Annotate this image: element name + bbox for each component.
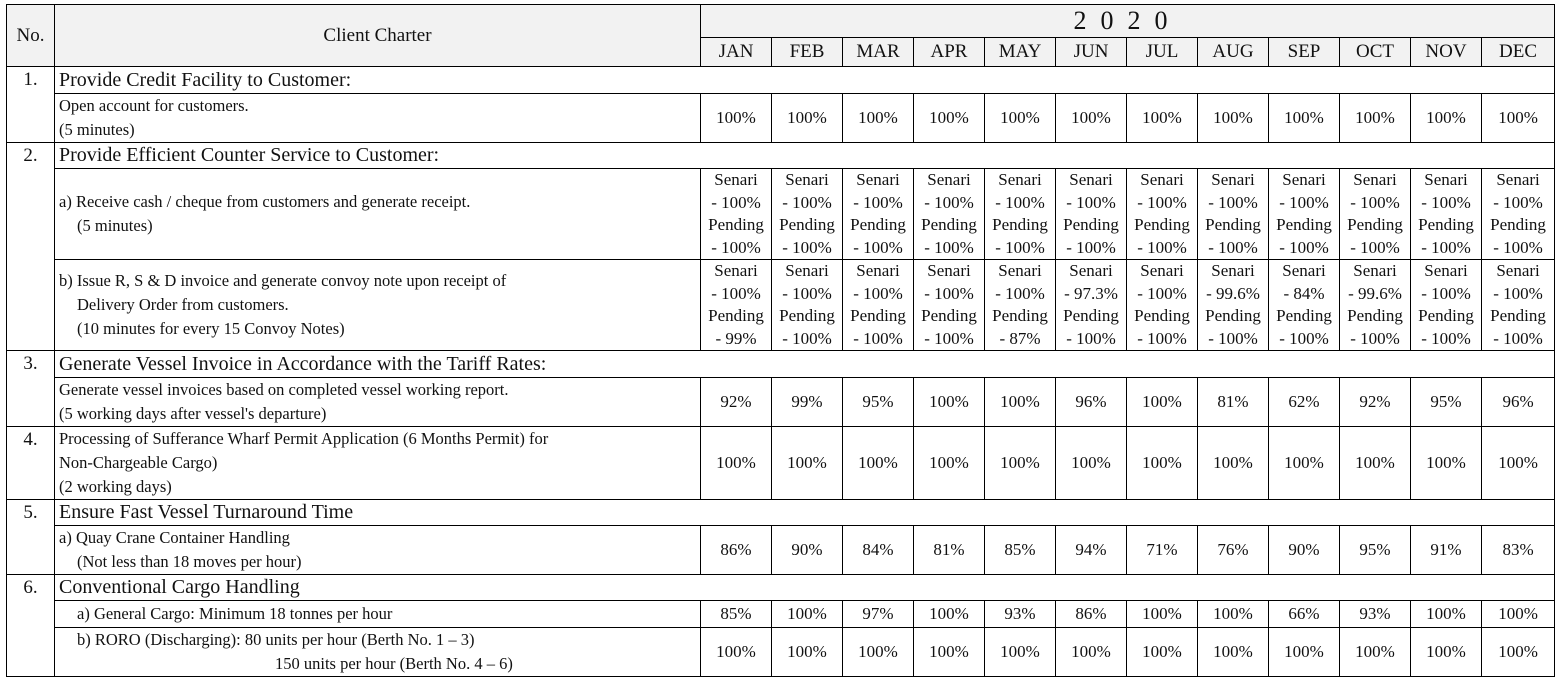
table-row bbox=[7, 628, 1555, 677]
section-title: Ensure Fast Vessel Turnaround Time bbox=[55, 500, 1555, 526]
month-value-cell: 100% bbox=[1127, 601, 1198, 628]
month-value-cell: 100% bbox=[914, 427, 985, 500]
section-title-row bbox=[7, 500, 1555, 526]
month-value-cell: 100% bbox=[843, 427, 914, 500]
section-title: Provide Credit Facility to Customer: bbox=[55, 67, 1555, 94]
month-header: JUL bbox=[1127, 38, 1198, 67]
month-value-cell: Senari - 100% Pending - 100% bbox=[1127, 169, 1198, 260]
month-header: JAN bbox=[701, 38, 772, 67]
month-header: JUN bbox=[1056, 38, 1127, 67]
month-value-cell: 100% bbox=[1269, 628, 1340, 677]
month-value-cell: Senari - 100% Pending - 100% bbox=[1482, 260, 1555, 351]
month-value-cell: 85% bbox=[701, 601, 772, 628]
month-header: AUG bbox=[1198, 38, 1269, 67]
month-value-cell: 100% bbox=[1198, 94, 1269, 143]
month-value-cell: Senari - 100% Pending - 87% bbox=[985, 260, 1056, 351]
description-line: (5 minutes) bbox=[59, 120, 135, 139]
month-value-cell: 100% bbox=[772, 628, 843, 677]
row-description bbox=[55, 378, 701, 427]
row-description bbox=[55, 169, 701, 260]
header-no: No. bbox=[7, 5, 55, 67]
description-line: (5 working days after vessel's departure) bbox=[59, 404, 327, 423]
month-value-cell: 100% bbox=[772, 427, 843, 500]
month-value-cell: 100% bbox=[843, 94, 914, 143]
month-header: DEC bbox=[1482, 38, 1555, 67]
month-value-cell: Senari - 100% Pending - 100% bbox=[772, 260, 843, 351]
month-value-cell: 96% bbox=[1056, 378, 1127, 427]
month-value-cell: 100% bbox=[914, 601, 985, 628]
month-header: SEP bbox=[1269, 38, 1340, 67]
month-header: MAR bbox=[843, 38, 914, 67]
table-row bbox=[7, 526, 1555, 575]
month-value-cell: Senari - 99.6% Pending - 100% bbox=[1198, 260, 1269, 351]
month-value-cell: 100% bbox=[1056, 94, 1127, 143]
month-value-cell: 92% bbox=[701, 378, 772, 427]
section-title: Conventional Cargo Handling bbox=[55, 575, 1555, 601]
month-value-cell: 81% bbox=[914, 526, 985, 575]
month-value-cell: 100% bbox=[1127, 94, 1198, 143]
month-value-cell: 100% bbox=[1340, 628, 1411, 677]
month-value-cell: 100% bbox=[701, 427, 772, 500]
month-value-cell: Senari - 100% Pending - 100% bbox=[1411, 169, 1482, 260]
row-description bbox=[55, 526, 701, 575]
month-value-cell: 95% bbox=[1340, 526, 1411, 575]
month-value-cell: 100% bbox=[914, 94, 985, 143]
section-number: 5. bbox=[7, 500, 55, 575]
month-value-cell: 90% bbox=[1269, 526, 1340, 575]
month-header: NOV bbox=[1411, 38, 1482, 67]
month-value-cell: 100% bbox=[1127, 427, 1198, 500]
row-description bbox=[55, 427, 701, 500]
month-value-cell: Senari - 99.6% Pending - 100% bbox=[1340, 260, 1411, 351]
month-value-cell: 96% bbox=[1482, 378, 1555, 427]
description-line: Open account for customers. bbox=[59, 96, 249, 115]
month-value-cell: Senari - 100% Pending - 100% bbox=[1127, 260, 1198, 351]
month-value-cell: 100% bbox=[1127, 628, 1198, 677]
month-value-cell: 100% bbox=[1340, 427, 1411, 500]
month-value-cell: 100% bbox=[1198, 601, 1269, 628]
month-value-cell: 92% bbox=[1340, 378, 1411, 427]
month-header: FEB bbox=[772, 38, 843, 67]
description-line: Non-Chargeable Cargo) bbox=[59, 453, 218, 472]
month-value-cell: Senari - 100% Pending - 100% bbox=[1340, 169, 1411, 260]
month-value-cell: 100% bbox=[701, 628, 772, 677]
month-value-cell: 86% bbox=[701, 526, 772, 575]
month-value-cell: 100% bbox=[1482, 427, 1555, 500]
month-value-cell: Senari - 97.3% Pending - 100% bbox=[1056, 260, 1127, 351]
month-value-cell: 100% bbox=[1482, 628, 1555, 677]
description-line: Delivery Order from customers. bbox=[77, 295, 289, 314]
month-value-cell: 100% bbox=[1411, 427, 1482, 500]
month-header: OCT bbox=[1340, 38, 1411, 67]
month-value-cell: Senari - 84% Pending - 100% bbox=[1269, 260, 1340, 351]
table-row bbox=[7, 378, 1555, 427]
section-title-row bbox=[7, 143, 1555, 169]
month-value-cell: 91% bbox=[1411, 526, 1482, 575]
description-line: (Not less than 18 moves per hour) bbox=[77, 552, 302, 571]
table-row bbox=[7, 601, 1555, 628]
month-value-cell: Senari - 100% Pending - 100% bbox=[843, 260, 914, 351]
section-title-row bbox=[7, 67, 1555, 94]
month-header: APR bbox=[914, 38, 985, 67]
month-value-cell: 83% bbox=[1482, 526, 1555, 575]
month-value-cell: 93% bbox=[985, 601, 1056, 628]
month-value-cell: 100% bbox=[772, 94, 843, 143]
month-value-cell: Senari - 100% Pending - 100% bbox=[1056, 169, 1127, 260]
month-value-cell: Senari - 100% Pending - 100% bbox=[701, 169, 772, 260]
section-number: 4. bbox=[7, 427, 55, 500]
section-number: 3. bbox=[7, 351, 55, 427]
section-number: 1. bbox=[7, 67, 55, 143]
month-value-cell: 100% bbox=[701, 94, 772, 143]
month-value-cell: 100% bbox=[985, 378, 1056, 427]
month-value-cell: 66% bbox=[1269, 601, 1340, 628]
description-line: a) Quay Crane Container Handling bbox=[59, 528, 290, 547]
table-row bbox=[7, 169, 1555, 260]
description-line: (5 minutes) bbox=[77, 216, 153, 235]
row-description bbox=[55, 628, 701, 677]
month-value-cell: 90% bbox=[772, 526, 843, 575]
month-value-cell: 100% bbox=[1127, 378, 1198, 427]
header-year: 2020 bbox=[701, 5, 1555, 38]
month-value-cell: 86% bbox=[1056, 601, 1127, 628]
month-value-cell: Senari - 100% Pending - 100% bbox=[843, 169, 914, 260]
description-line: a) General Cargo: Minimum 18 tonnes per hour bbox=[77, 604, 393, 623]
month-value-cell: 100% bbox=[985, 628, 1056, 677]
month-value-cell: 100% bbox=[1411, 601, 1482, 628]
section-title: Provide Efficient Counter Service to Customer: bbox=[55, 143, 1555, 169]
month-value-cell: 100% bbox=[985, 94, 1056, 143]
month-value-cell: Senari - 100% Pending - 100% bbox=[772, 169, 843, 260]
month-value-cell: 99% bbox=[772, 378, 843, 427]
month-value-cell: Senari - 100% Pending - 100% bbox=[1482, 169, 1555, 260]
month-value-cell: 100% bbox=[1411, 94, 1482, 143]
month-value-cell: Senari - 100% Pending - 100% bbox=[1198, 169, 1269, 260]
month-value-cell: 100% bbox=[1056, 427, 1127, 500]
month-value-cell: Senari - 100% Pending - 100% bbox=[985, 169, 1056, 260]
month-value-cell: 100% bbox=[1482, 601, 1555, 628]
month-value-cell: 76% bbox=[1198, 526, 1269, 575]
month-value-cell: 71% bbox=[1127, 526, 1198, 575]
section-title: Generate Vessel Invoice in Accordance with the Tariff Rates: bbox=[55, 351, 1555, 378]
header-client-charter: Client Charter bbox=[55, 5, 701, 67]
month-value-cell: 85% bbox=[985, 526, 1056, 575]
month-value-cell: 95% bbox=[843, 378, 914, 427]
month-value-cell: 100% bbox=[985, 427, 1056, 500]
month-value-cell: 62% bbox=[1269, 378, 1340, 427]
description-line: (10 minutes for every 15 Convoy Notes) bbox=[77, 319, 345, 338]
month-value-cell: 100% bbox=[1482, 94, 1555, 143]
month-value-cell: 100% bbox=[1340, 94, 1411, 143]
month-value-cell: 100% bbox=[843, 628, 914, 677]
month-value-cell: 100% bbox=[772, 601, 843, 628]
month-value-cell: 100% bbox=[914, 378, 985, 427]
table-row bbox=[7, 94, 1555, 143]
month-value-cell: 84% bbox=[843, 526, 914, 575]
month-value-cell: Senari - 100% Pending - 100% bbox=[1411, 260, 1482, 351]
month-value-cell: 97% bbox=[843, 601, 914, 628]
row-description bbox=[55, 94, 701, 143]
month-value-cell: Senari - 100% Pending - 100% bbox=[1269, 169, 1340, 260]
month-value-cell: Senari - 100% Pending - 99% bbox=[701, 260, 772, 351]
row-description bbox=[55, 260, 701, 351]
month-value-cell: 100% bbox=[1198, 427, 1269, 500]
section-number: 6. bbox=[7, 575, 55, 677]
description-line: a) Receive cash / cheque from customers and generate receipt. bbox=[59, 192, 471, 211]
section-title-row bbox=[7, 575, 1555, 601]
month-value-cell: 100% bbox=[1056, 628, 1127, 677]
month-value-cell: 100% bbox=[1269, 94, 1340, 143]
section-number: 2. bbox=[7, 143, 55, 351]
description-line: b) Issue R, S & D invoice and generate convoy note upon receipt of bbox=[59, 271, 507, 290]
description-line: Generate vessel invoices based on completed vessel working report. bbox=[59, 380, 509, 399]
month-value-cell: 81% bbox=[1198, 378, 1269, 427]
client-charter-table bbox=[6, 4, 1555, 677]
month-value-cell: Senari - 100% Pending - 100% bbox=[914, 260, 985, 351]
month-value-cell: 100% bbox=[914, 628, 985, 677]
month-value-cell: Senari - 100% Pending - 100% bbox=[914, 169, 985, 260]
month-value-cell: 100% bbox=[1198, 628, 1269, 677]
description-line: b) RORO (Discharging): 80 units per hour (Berth No. 1 – 3) bbox=[77, 630, 475, 649]
row-description bbox=[55, 601, 701, 628]
table-row bbox=[7, 260, 1555, 351]
table-row bbox=[7, 427, 1555, 500]
month-value-cell: 100% bbox=[1269, 427, 1340, 500]
month-value-cell: 93% bbox=[1340, 601, 1411, 628]
month-value-cell: 100% bbox=[1411, 628, 1482, 677]
month-value-cell: 94% bbox=[1056, 526, 1127, 575]
month-header: MAY bbox=[985, 38, 1056, 67]
description-line: Processing of Sufferance Wharf Permit Application (6 Months Permit) for bbox=[59, 429, 549, 448]
description-line: 150 units per hour (Berth No. 4 – 6) bbox=[275, 654, 513, 673]
description-line: (2 working days) bbox=[59, 477, 172, 496]
month-value-cell: 95% bbox=[1411, 378, 1482, 427]
section-title-row bbox=[7, 351, 1555, 378]
